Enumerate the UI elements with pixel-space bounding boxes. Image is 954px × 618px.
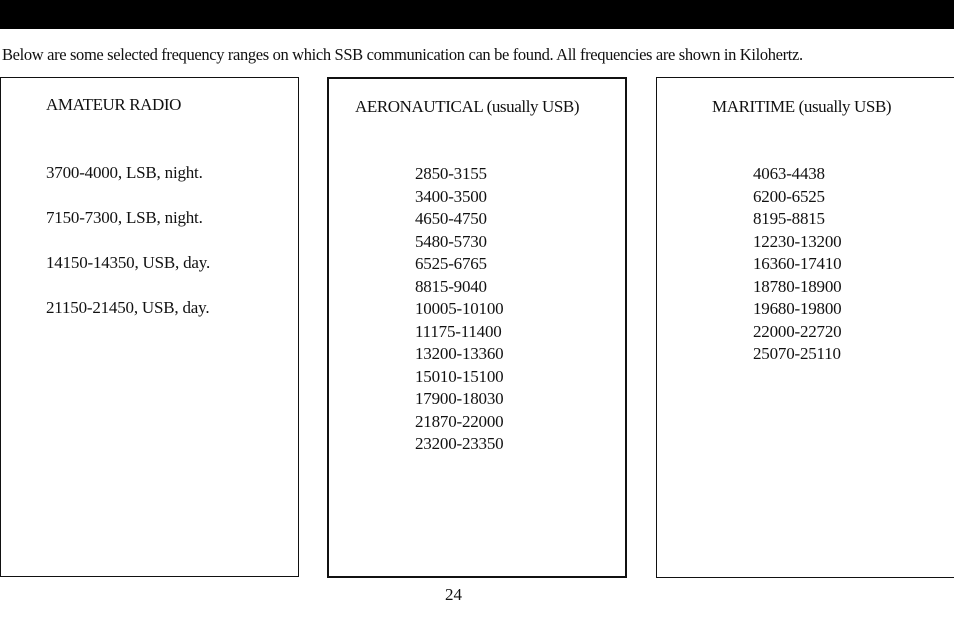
list-item: 21870-22000 bbox=[415, 411, 504, 431]
list-item: 6525-6765 bbox=[415, 254, 487, 273]
aeronautical-box bbox=[327, 77, 627, 578]
header-bar bbox=[0, 0, 954, 29]
list-item: 2850-3155 bbox=[415, 164, 487, 183]
list-item: 16360-17410 bbox=[753, 254, 842, 273]
maritime-box bbox=[656, 77, 954, 578]
list-item: 23200-23350 bbox=[415, 434, 504, 453]
list-item: 5480-5730 bbox=[415, 231, 487, 251]
list-item: 14150-14350, USB, day. bbox=[46, 253, 211, 272]
list-item: 21150-21450, USB, day. bbox=[46, 298, 210, 317]
list-item: 10005-10100 bbox=[415, 299, 504, 318]
list-item: 4650-4750 bbox=[415, 209, 487, 228]
list-item: 7150-7300, LSB, night. bbox=[46, 208, 203, 227]
list-item: 8195-8815 bbox=[753, 209, 825, 228]
list-item: 6200-6525 bbox=[753, 186, 825, 206]
amateur-radio-title: AMATEUR RADIO bbox=[46, 95, 182, 114]
amateur-frequency-list bbox=[46, 162, 210, 342]
list-item: 17900-18030 bbox=[415, 389, 504, 408]
amateur-radio-box bbox=[0, 77, 299, 577]
list-item: 19680-19800 bbox=[753, 299, 842, 318]
list-item: 8815-9040 bbox=[415, 276, 487, 296]
list-item: 3400-3500 bbox=[415, 186, 487, 206]
aeronautical-title: AERONAUTICAL (usually USB) bbox=[355, 97, 580, 116]
aeronautical-frequency-list bbox=[415, 163, 503, 456]
list-item: 25070-25110 bbox=[753, 344, 841, 363]
page-number: 24 bbox=[445, 585, 462, 604]
list-item: 18780-18900 bbox=[753, 276, 842, 296]
maritime-title: MARITIME (usually USB) bbox=[712, 97, 892, 116]
intro-text: Below are some selected frequency ranges on which SSB communication can be found. All frequencies are shown in Kilohertz. bbox=[2, 45, 803, 64]
list-item: 15010-15100 bbox=[415, 366, 504, 386]
list-item: 13200-13360 bbox=[415, 344, 504, 363]
list-item: 11175-11400 bbox=[415, 321, 502, 341]
maritime-frequency-list bbox=[753, 163, 841, 366]
list-item: 22000-22720 bbox=[753, 321, 842, 341]
list-item: 12230-13200 bbox=[753, 231, 842, 251]
list-item: 4063-4438 bbox=[753, 164, 825, 183]
list-item: 3700-4000, LSB, night. bbox=[46, 163, 203, 182]
